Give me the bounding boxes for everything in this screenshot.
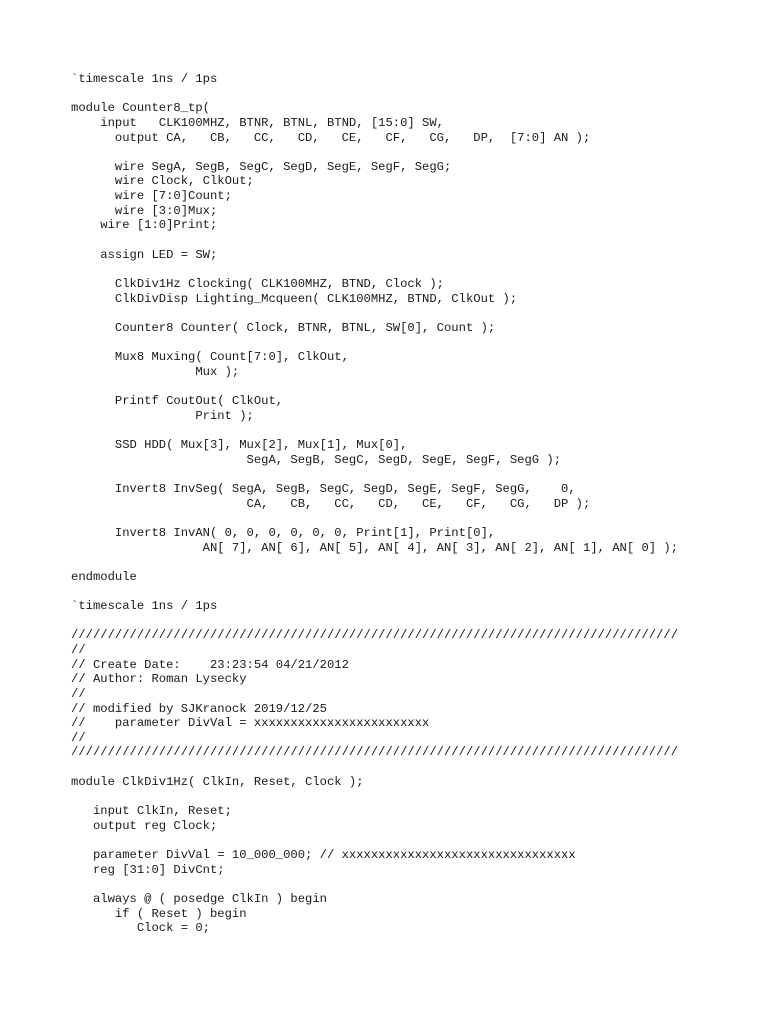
code-listing bbox=[71, 72, 678, 936]
code-line: Printf CoutOut( ClkOut, bbox=[71, 394, 284, 409]
code-line: output reg Clock; bbox=[71, 818, 218, 833]
code-line: SSD HDD( Mux[3], Mux[2], Mux[1], Mux[0], bbox=[71, 438, 408, 453]
blank-line bbox=[71, 614, 678, 629]
code-line: // Author: Roman Lysecky bbox=[71, 672, 247, 687]
blank-line bbox=[71, 511, 678, 526]
code-line: AN[ 7], AN[ 6], AN[ 5], AN[ 4], AN[ 3], AN[ 2], AN[ 1], AN[ 0] ); bbox=[71, 540, 679, 555]
code-line: wire [3:0]Mux; bbox=[71, 203, 218, 218]
code-line: if ( Reset ) begin bbox=[71, 906, 247, 921]
code-line: ClkDivDisp Lighting_Mcqueen( CLK100MHZ, BTND, ClkOut ); bbox=[71, 291, 518, 306]
blank-line bbox=[71, 789, 678, 804]
blank-line bbox=[71, 336, 678, 351]
blank-line bbox=[71, 233, 678, 248]
blank-line bbox=[71, 467, 678, 482]
code-line: module Counter8_tp( bbox=[71, 101, 210, 116]
code-line: Mux ); bbox=[71, 364, 240, 379]
code-line: reg [31:0] DivCnt; bbox=[71, 862, 225, 877]
blank-line bbox=[71, 584, 678, 599]
code-line: wire Clock, ClkOut; bbox=[71, 174, 254, 189]
code-line: Print ); bbox=[71, 408, 254, 423]
blank-line bbox=[71, 262, 678, 277]
code-line: wire SegA, SegB, SegC, SegD, SegE, SegF, SegG; bbox=[71, 159, 452, 174]
blank-line bbox=[71, 379, 678, 394]
code-line: Clock = 0; bbox=[71, 921, 210, 936]
code-line: // modified by SJKranock 2019/12/25 bbox=[71, 701, 327, 716]
code-line: CA, CB, CC, CD, CE, CF, CG, DP ); bbox=[71, 496, 591, 511]
blank-line bbox=[71, 87, 678, 102]
code-line: parameter DivVal = 10_000_000; // xxxxxxxxxxxxxxxxxxxxxxxxxxxxxxxx bbox=[71, 847, 576, 862]
code-line: always @ ( posedge ClkIn ) begin bbox=[71, 891, 327, 906]
blank-line bbox=[71, 877, 678, 892]
blank-line bbox=[71, 145, 678, 160]
code-line: `timescale 1ns / 1ps bbox=[71, 72, 218, 86]
code-line: ClkDiv1Hz Clocking( CLK100MHZ, BTND, Clock ); bbox=[71, 276, 444, 291]
code-line: /////////////////////////////////////////////////////////////////////////////////// bbox=[71, 745, 679, 760]
code-line: endmodule bbox=[71, 569, 137, 584]
code-line: SegA, SegB, SegC, SegD, SegE, SegF, SegG ); bbox=[71, 452, 562, 467]
code-line: Invert8 InvAN( 0, 0, 0, 0, 0, 0, Print[1], Print[0], bbox=[71, 525, 496, 540]
code-line: // parameter DivVal = xxxxxxxxxxxxxxxxxxxxxxxx bbox=[71, 716, 430, 731]
code-line: /////////////////////////////////////////////////////////////////////////////////// bbox=[71, 628, 679, 643]
code-line: // bbox=[71, 730, 86, 745]
code-line: input CLK100MHZ, BTNR, BTNL, BTND, [15:0] SW, bbox=[71, 115, 444, 130]
code-line: assign LED = SW; bbox=[71, 247, 218, 262]
code-line: // bbox=[71, 642, 86, 657]
code-line: wire [1:0]Print; bbox=[71, 218, 218, 233]
blank-line bbox=[71, 760, 678, 775]
blank-line bbox=[71, 306, 678, 321]
code-line: `timescale 1ns / 1ps bbox=[71, 599, 218, 614]
code-line: Invert8 InvSeg( SegA, SegB, SegC, SegD, SegE, SegF, SegG, 0, bbox=[71, 481, 576, 496]
code-line: output CA, CB, CC, CD, CE, CF, CG, DP, [7:0] AN ); bbox=[71, 130, 591, 145]
code-line: input ClkIn, Reset; bbox=[71, 804, 232, 819]
blank-line bbox=[71, 423, 678, 438]
blank-line bbox=[71, 555, 678, 570]
blank-line bbox=[71, 833, 678, 848]
code-line: // Create Date: 23:23:54 04/21/2012 bbox=[71, 657, 349, 672]
code-line: // bbox=[71, 686, 86, 701]
code-line: module ClkDiv1Hz( ClkIn, Reset, Clock ); bbox=[71, 774, 364, 789]
code-line: Mux8 Muxing( Count[7:0], ClkOut, bbox=[71, 350, 349, 365]
code-line: Counter8 Counter( Clock, BTNR, BTNL, SW[0], Count ); bbox=[71, 320, 496, 335]
code-line: wire [7:0]Count; bbox=[71, 189, 232, 204]
